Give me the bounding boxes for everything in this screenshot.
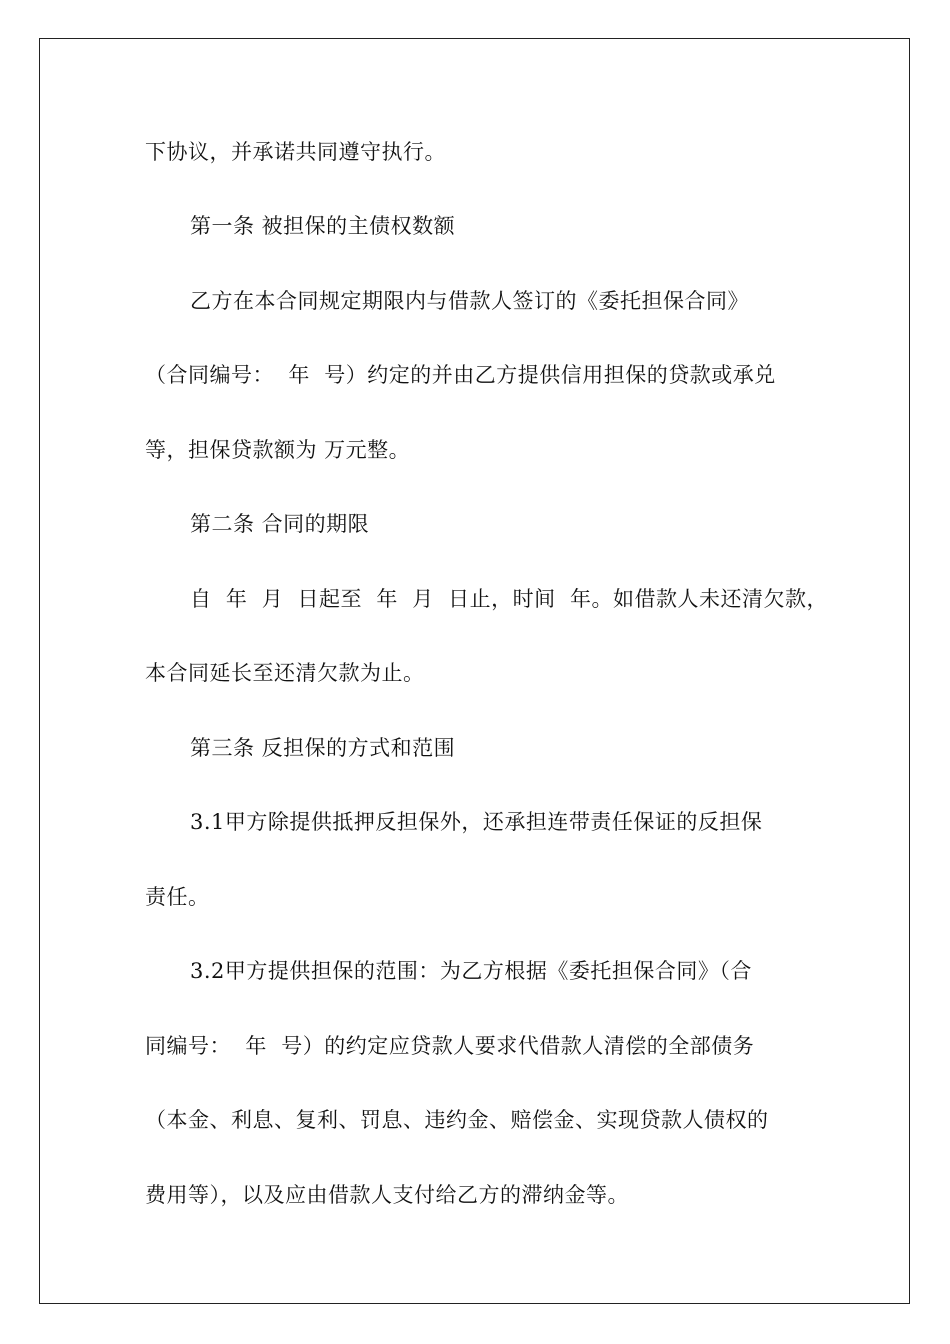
article-2-heading: 第二条 合同的期限 [190, 512, 370, 536]
paragraph-line: 等，担保贷款额为 万元整。 [145, 438, 411, 462]
article-3-heading: 第三条 反担保的方式和范围 [190, 736, 456, 760]
paragraph-line: 自 年 月 日起至 年 月 日止，时间 年。如借款人未还清欠款， [190, 587, 828, 611]
paragraph-line: 费用等），以及应由借款人支付给乙方的滞纳金等。 [145, 1183, 629, 1207]
paragraph-line: 同编号： 年 号）的约定应贷款人要求代借款人清偿的全部债务 [145, 1034, 755, 1058]
paragraph-line: （合同编号： 年 号）约定的并由乙方提供信用担保的贷款或承兑 [145, 363, 776, 387]
paragraph-line: 乙方在本合同规定期限内与借款人签订的《委托担保合同》 [190, 289, 749, 313]
clause-3-2: 3.2甲方提供担保的范围：为乙方根据《委托担保合同》（合 [190, 959, 752, 983]
clause-3-1: 3.1甲方除提供抵押反担保外，还承担连带责任保证的反担保 [190, 810, 763, 834]
paragraph-line: 本合同延长至还清欠款为止。 [145, 661, 425, 685]
paragraph-line: 责任。 [145, 885, 210, 909]
article-1-heading: 第一条 被担保的主债权数额 [190, 214, 456, 238]
paragraph-line: 下协议，并承诺共同遵守执行。 [145, 140, 446, 164]
paragraph-line: （本金、利息、复利、罚息、违约金、赔偿金、实现贷款人债权的 [145, 1108, 769, 1132]
